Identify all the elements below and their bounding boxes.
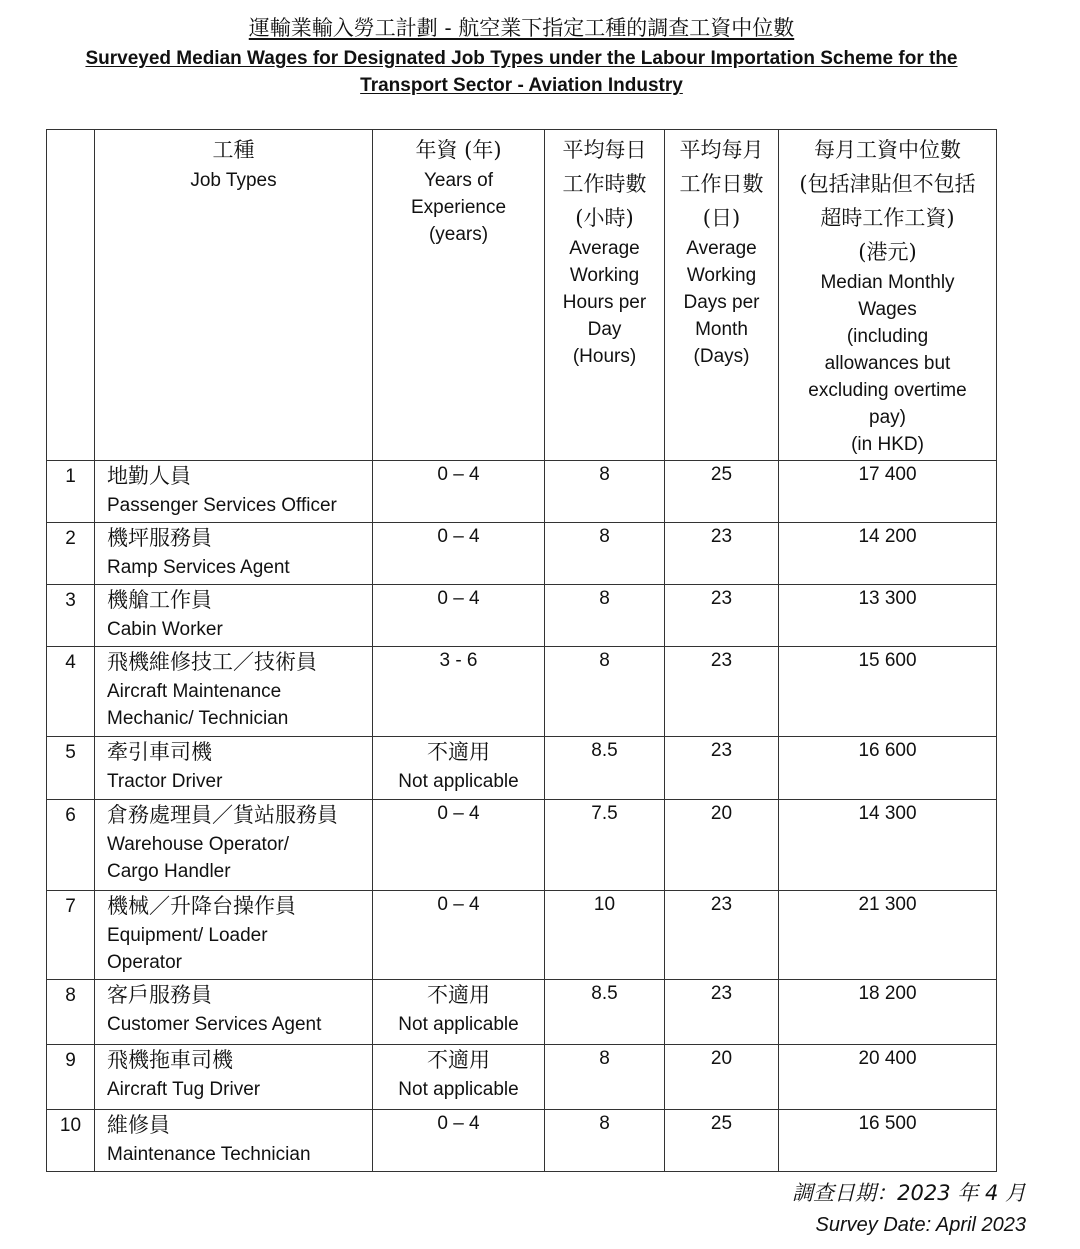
row-number: 3: [47, 585, 95, 647]
header-days-zh1: 平均每月: [679, 138, 764, 162]
header-days-en2: Working: [686, 265, 757, 286]
table-row: [47, 585, 997, 647]
header-wages-en7: (in HKD): [851, 434, 924, 455]
header-wages-en3: (including: [846, 326, 929, 347]
experience-cell: [373, 891, 545, 980]
wage-cell: 20 400: [779, 1045, 997, 1110]
job-type-zh: 牽引車司機: [107, 740, 212, 764]
row-number: 10: [47, 1110, 95, 1172]
job-type-en: Tractor Driver: [107, 771, 223, 792]
header-days-en1: Average: [686, 238, 757, 259]
job-type-cell: [95, 1045, 373, 1110]
title-english-line2: Transport Sector - Aviation Industry: [360, 75, 683, 96]
header-hours-zh1: 平均每日: [562, 138, 647, 162]
table-row: [47, 891, 997, 980]
days-cell: 23: [665, 980, 779, 1045]
wage-cell: 16 500: [779, 1110, 997, 1172]
job-type-en: Customer Services Agent: [107, 1014, 322, 1035]
experience-value: 0 – 4: [437, 588, 480, 609]
job-type-en: Equipment/ Loader: [107, 925, 268, 946]
job-type-en: Passenger Services Officer: [107, 495, 337, 516]
hours-cell: 7.5: [545, 800, 665, 891]
experience-value: 3 - 6: [439, 650, 478, 671]
header-wages-en5: excluding overtime: [808, 380, 967, 401]
experience-value-zh: 不適用: [427, 1048, 490, 1072]
experience-value: Not applicable: [398, 771, 519, 792]
header-hours-en3: Hours per: [562, 292, 647, 313]
header-job-zh: 工種: [212, 138, 255, 162]
job-type-zh: 機坪服務員: [107, 526, 212, 550]
header-wages: [779, 130, 997, 461]
job-type-en-line2: Mechanic/ Technician: [107, 708, 289, 729]
experience-value: 0 – 4: [437, 803, 480, 824]
job-type-cell: [95, 980, 373, 1045]
experience-value: Not applicable: [398, 1014, 519, 1035]
days-cell: 25: [665, 1110, 779, 1172]
job-type-cell: [95, 800, 373, 891]
experience-cell: [373, 461, 545, 523]
experience-cell: [373, 1045, 545, 1110]
hours-cell: 8: [545, 461, 665, 523]
job-type-en: Maintenance Technician: [107, 1144, 311, 1165]
header-hours: [545, 130, 665, 461]
header-days-en5: (Days): [693, 346, 750, 367]
hours-cell: 8: [545, 1045, 665, 1110]
experience-value-zh: 不適用: [427, 983, 490, 1007]
header-experience-en3: (years): [428, 224, 489, 245]
job-type-en: Aircraft Tug Driver: [107, 1079, 261, 1100]
header-experience-en1: Years of: [423, 170, 493, 191]
survey-date-chinese: 調查日期：2023 年 4 月: [792, 1181, 1026, 1205]
header-days-zh3: (日): [702, 206, 741, 230]
header-hours-en4: Day: [587, 319, 622, 340]
experience-cell: [373, 800, 545, 891]
job-type-zh: 倉務處理員／貨站服務員: [107, 803, 338, 827]
experience-value-zh: 不適用: [427, 740, 490, 764]
hours-cell: 8: [545, 647, 665, 737]
experience-value: 0 – 4: [437, 894, 480, 915]
header-wages-zh3: 超時工作工資): [820, 206, 955, 230]
header-number-cell: [47, 130, 95, 461]
title-english-line1: Surveyed Median Wages for Designated Job Types under the Labour Importation Scheme for the: [85, 48, 958, 69]
job-type-zh: 客戶服務員: [107, 983, 212, 1007]
header-job-en: Job Types: [190, 170, 277, 191]
row-number: 6: [47, 800, 95, 891]
days-cell: 23: [665, 647, 779, 737]
table-row: [47, 737, 997, 800]
job-type-zh: 維修員: [107, 1113, 170, 1137]
header-days-zh2: 工作日數: [679, 172, 764, 196]
header-hours-zh2: 工作時數: [562, 172, 647, 196]
table-row: [47, 1045, 997, 1110]
header-experience: [373, 130, 545, 461]
header-experience-zh: 年資 (年): [415, 138, 502, 162]
header-job-types: [95, 130, 373, 461]
days-cell: 20: [665, 800, 779, 891]
table-row: [47, 800, 997, 891]
experience-value: 0 – 4: [437, 1113, 480, 1134]
hours-cell: 8.5: [545, 737, 665, 800]
header-wages-zh4: (港元): [858, 240, 917, 264]
hours-cell: 8: [545, 1110, 665, 1172]
job-type-en: Cabin Worker: [107, 619, 223, 640]
header-hours-en5: (Hours): [572, 346, 637, 367]
experience-cell: [373, 647, 545, 737]
wages-table: [46, 129, 997, 1172]
header-hours-en2: Working: [569, 265, 640, 286]
job-type-en-line2: Operator: [107, 952, 182, 973]
header-hours-zh3: (小時): [575, 206, 634, 230]
table-row: [47, 461, 997, 523]
header-experience-en2: Experience: [410, 197, 507, 218]
survey-date-english: Survey Date: April 2023: [815, 1214, 1026, 1236]
wage-cell: 15 600: [779, 647, 997, 737]
job-type-zh: 機艙工作員: [107, 588, 212, 612]
row-number: 4: [47, 647, 95, 737]
table-row: [47, 523, 997, 585]
wage-cell: 14 200: [779, 523, 997, 585]
header-wages-en6: pay): [869, 407, 906, 428]
days-cell: 23: [665, 737, 779, 800]
row-number: 7: [47, 891, 95, 980]
experience-value: 0 – 4: [437, 526, 480, 547]
experience-cell: [373, 980, 545, 1045]
header-wages-en4: allowances but: [824, 353, 951, 374]
job-type-en-line2: Cargo Handler: [107, 861, 231, 882]
hours-cell: 10: [545, 891, 665, 980]
table-row: [47, 647, 997, 737]
experience-value: 0 – 4: [437, 464, 480, 485]
row-number: 2: [47, 523, 95, 585]
days-cell: 20: [665, 1045, 779, 1110]
wage-cell: 16 600: [779, 737, 997, 800]
job-type-cell: [95, 647, 373, 737]
header-days-en3: Days per: [683, 292, 760, 313]
days-cell: 25: [665, 461, 779, 523]
wage-cell: 21 300: [779, 891, 997, 980]
hours-cell: 8.5: [545, 980, 665, 1045]
wage-cell: 17 400: [779, 461, 997, 523]
job-type-zh: 飛機維修技工／技術員: [107, 650, 317, 674]
job-type-zh: 飛機拖車司機: [107, 1048, 233, 1072]
job-type-cell: [95, 585, 373, 647]
header-wages-en2: Wages: [858, 299, 917, 320]
experience-cell: [373, 1110, 545, 1172]
days-cell: 23: [665, 891, 779, 980]
wage-cell: 18 200: [779, 980, 997, 1045]
job-type-zh: 機械／升降台操作員: [107, 894, 296, 918]
job-type-cell: [95, 523, 373, 585]
row-number: 8: [47, 980, 95, 1045]
job-type-en: Warehouse Operator/: [107, 834, 289, 855]
header-days-en4: Month: [695, 319, 748, 340]
header-wages-zh2: (包括津貼但不包括: [799, 172, 976, 196]
table-row: [47, 1110, 997, 1172]
job-type-zh: 地勤人員: [107, 464, 191, 488]
experience-cell: [373, 585, 545, 647]
job-type-cell: [95, 891, 373, 980]
header-wages-zh1: 每月工資中位數: [814, 138, 961, 162]
title-chinese: 運輸業輸入勞工計劃 - 航空業下指定工種的調查工資中位數: [248, 16, 795, 40]
title-english: [40, 45, 1003, 99]
row-number: 9: [47, 1045, 95, 1110]
row-number: 1: [47, 461, 95, 523]
experience-cell: [373, 737, 545, 800]
table-row: [47, 980, 997, 1045]
job-type-en: Aircraft Maintenance: [107, 681, 282, 702]
days-cell: 23: [665, 523, 779, 585]
job-type-cell: [95, 461, 373, 523]
job-type-cell: [95, 1110, 373, 1172]
header-hours-en1: Average: [569, 238, 640, 259]
row-number: 5: [47, 737, 95, 800]
days-cell: 23: [665, 585, 779, 647]
header-row: [47, 130, 997, 461]
wage-cell: 13 300: [779, 585, 997, 647]
hours-cell: 8: [545, 523, 665, 585]
hours-cell: 8: [545, 585, 665, 647]
job-type-en: Ramp Services Agent: [107, 557, 290, 578]
header-days: [665, 130, 779, 461]
experience-cell: [373, 523, 545, 585]
wage-cell: 14 300: [779, 800, 997, 891]
job-type-cell: [95, 737, 373, 800]
experience-value: Not applicable: [398, 1079, 519, 1100]
header-wages-en1: Median Monthly: [820, 272, 955, 293]
